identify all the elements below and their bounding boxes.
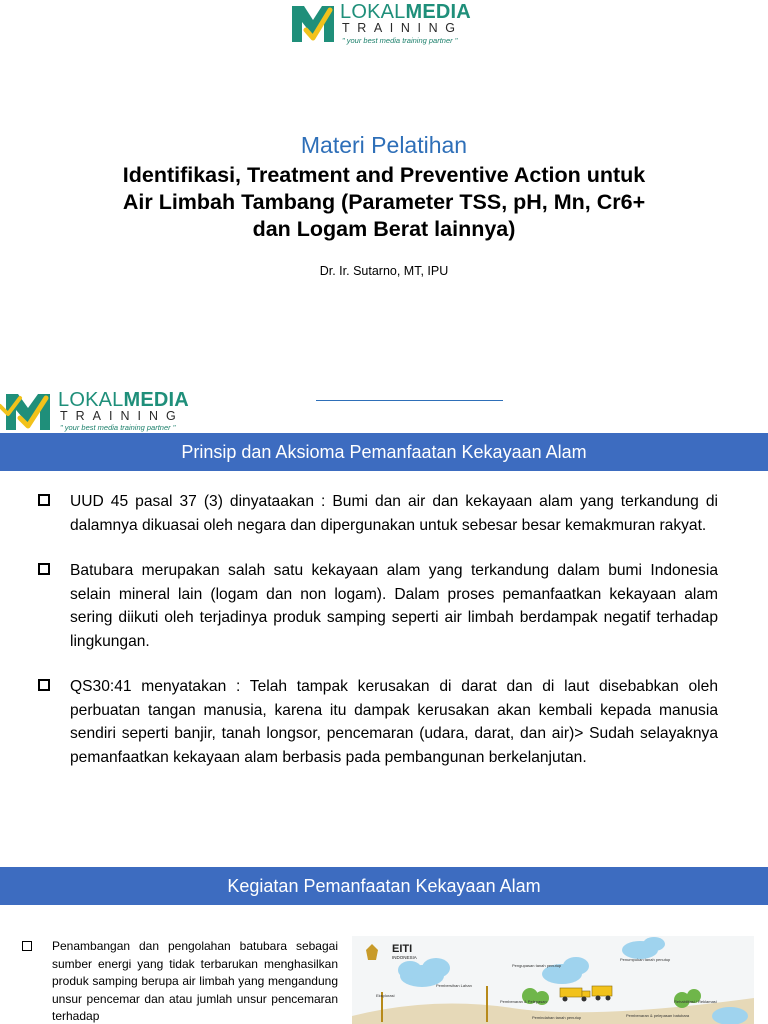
- diagram-label: Penumpukan tanah penutup: [620, 957, 671, 962]
- diagram-label: Pembersihan Lahan: [436, 983, 472, 988]
- bullet-list: [22, 938, 338, 1024]
- lokalmedia-logo-mark-icon: [0, 386, 56, 432]
- logo-tagline: " your best media training partner ": [60, 423, 176, 432]
- slide-title-line: Identifikasi, Treatment and Preventive Action untuk: [122, 163, 646, 187]
- section-heading-bar: Kegiatan Pemanfaatan Kekayaan Alam: [0, 867, 768, 905]
- checkbox-bullet-icon: [38, 494, 50, 506]
- diagram-label: Pengupasan tanah penutup: [512, 963, 562, 968]
- list-item: [36, 675, 718, 769]
- slide-title: [84, 162, 684, 243]
- lokalmedia-logo: [0, 386, 190, 434]
- eiti-brand-sub: INDONESIA: [392, 955, 417, 960]
- checkbox-bullet-icon: [22, 941, 32, 951]
- mining-process-diagram: [352, 936, 754, 1024]
- bullet-text: Penambangan dan pengolahan batubara sebagai sumber energi yang tidak terbarukan menghasilkan produk samping berupa air limbah yang mengandung unsur pencemar dan atau jumlah unsur pencemaran terhadap: [52, 939, 338, 1023]
- bullet-text: QS30:41 menyatakan : Telah tampak kerusakan di darat dan di laut disebabkan oleh perbuatan tangan manusia, karena itu dampak kerusakan akan kembali kepada manusia sendiri seperti banjir, tanah longsor, pencemaran (udara, darat, dan air)> Sudah selayaknya pemanfaatkan kekayaan alam berbasis pada pembangunan berkelanjutan.: [70, 678, 718, 766]
- lokalmedia-logo-mark-icon: [290, 0, 336, 44]
- slide-label: Materi Pelatihan: [300, 132, 468, 158]
- list-item: [36, 490, 718, 537]
- bullet-list: [36, 490, 718, 791]
- list-item: [22, 938, 338, 1024]
- diagram-label: Pemindahan tanah penutup: [532, 1015, 582, 1020]
- logo-tagline: " your best media training partner ": [342, 36, 458, 45]
- section-heading-bar: Prinsip dan Aksioma Pemanfaatan Kekayaan Alam: [0, 433, 768, 471]
- bullet-text: UUD 45 pasal 37 (3) dinyataakan : Bumi dan air dan kekayaan alam yang terkandung di dalamnya dikuasai oleh negara dan dipergunakan untuk sebesar besar kemakmuran rakyat.: [70, 493, 718, 534]
- lokalmedia-logo: [290, 0, 480, 48]
- slide-title-line: dan Logam Berat lainnya): [252, 217, 516, 241]
- diagram-label: Eksplorasi: [376, 993, 395, 998]
- logo-brand-text: LOKALMEDIA: [58, 389, 189, 411]
- list-item: [36, 559, 718, 653]
- logo-sub-text: TRAINING: [60, 409, 184, 423]
- mining-process-illustration: [352, 936, 754, 1024]
- divider-line: [316, 400, 503, 401]
- checkbox-bullet-icon: [38, 679, 50, 691]
- diagram-label: Pembenaran & pelepasan batubara: [626, 1013, 690, 1018]
- diagram-label: Pembenaran & Pelepasan: [500, 999, 547, 1004]
- bullet-text: Batubara merupakan salah satu kekayaan alam yang terkandung dalam bumi Indonesia selain mineral lain (logam dan non logam). Dalam proses pemanfaatkan kekayaan alam sering diikuti oleh terjadinya produk samping seperti air limbah berdampak negatif terhadap lingkungan.: [70, 562, 718, 650]
- slide-author: Dr. Ir. Sutarno, MT, IPU: [319, 264, 449, 278]
- checkbox-bullet-icon: [38, 563, 50, 575]
- logo-sub-text: TRAINING: [342, 21, 463, 35]
- eiti-brand: EITI: [392, 943, 413, 955]
- slide-title-line: Air Limbah Tambang (Parameter TSS, pH, Mn, Cr6+: [122, 190, 646, 214]
- logo-brand-text: LOKALMEDIA: [340, 1, 471, 23]
- diagram-label: Rehabilitasi / Reklamasi: [674, 999, 717, 1004]
